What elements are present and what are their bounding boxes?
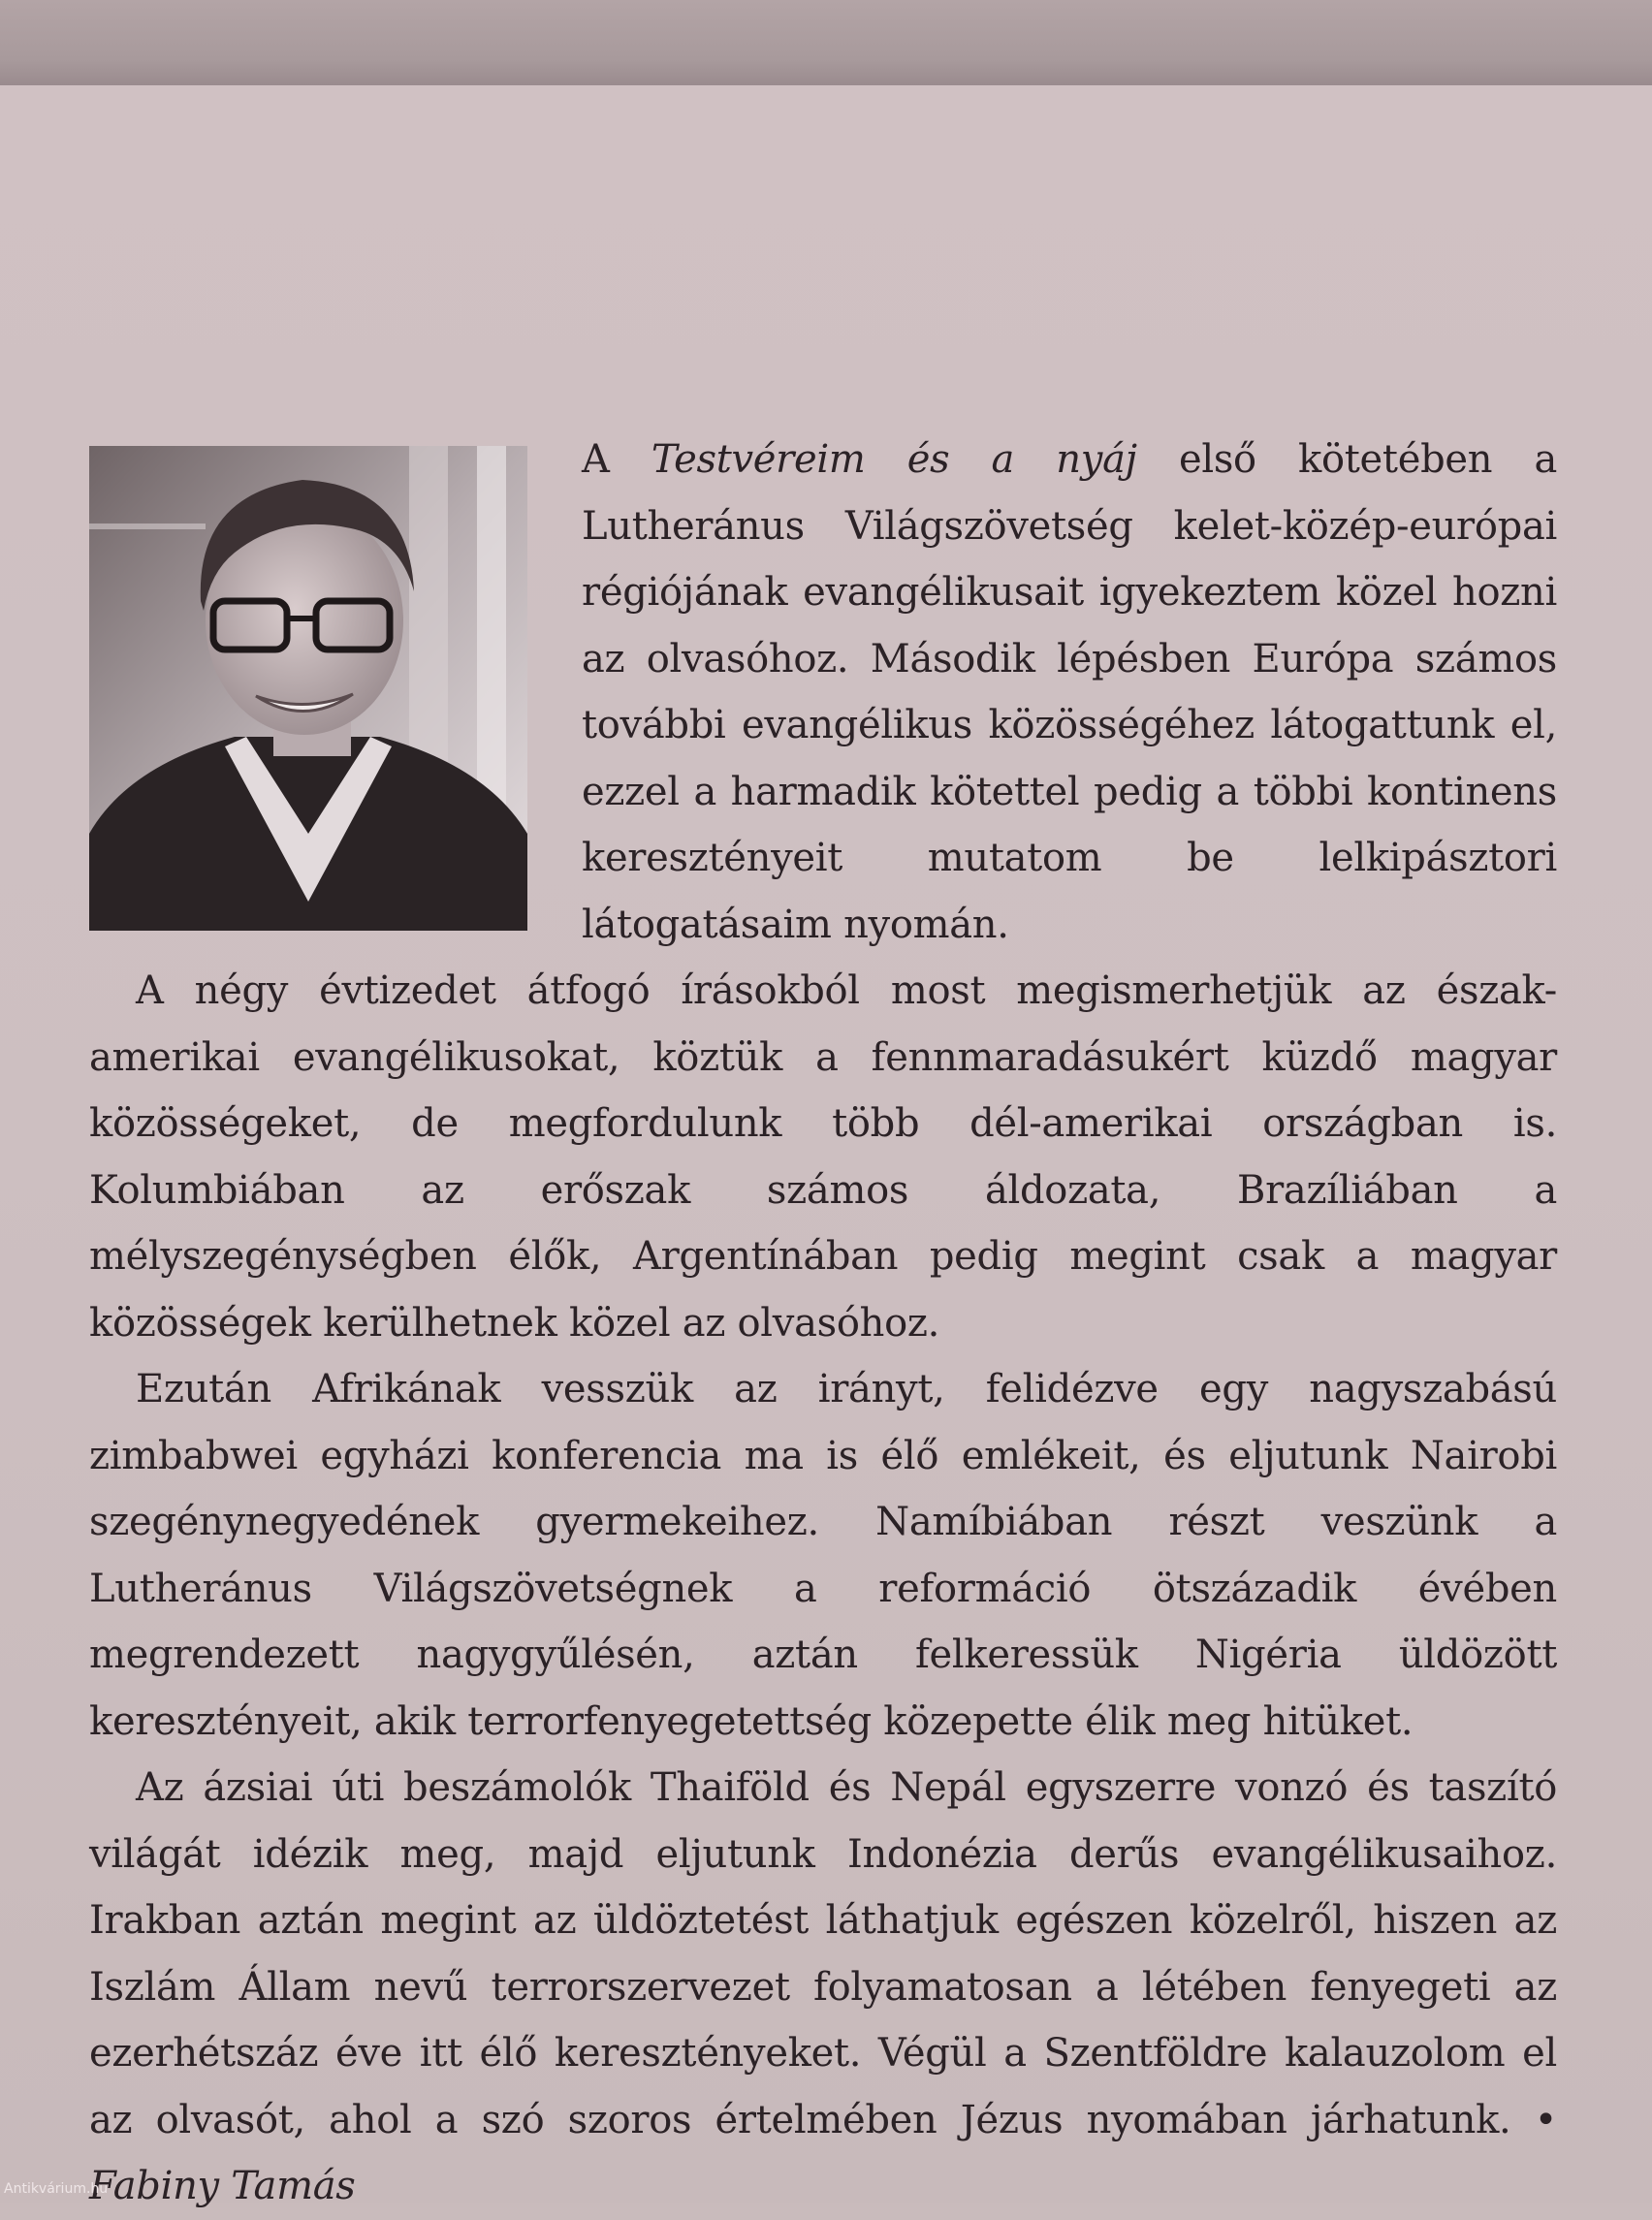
paragraph-1: A Testvéreim és a nyáj első kötetében a Lutheránus Világszövetség kelet-közép-európai régiójának evangélikusait igyekeztem közel hozni az olvasóhoz. Második lépésben Európa számos további evangélikus közösségéhez látogattunk el, ezzel a harmadik kötettel pedig a többi kontinens keresztényeit mutatom be lelkipásztori látogatásaim nyomán.: [582, 437, 1557, 947]
paragraph-3: Ezután Afrikának vesszük az irányt, felidézve egy nagyszabású zimbabwei egyházi konferencia ma is élő emlékeit, és eljutunk Nairobi szegénynegyedének gyermekeihez. Namíbiában részt veszünk a Lutheránus Világszövetségnek a reformáció ötszázadik évében megrendezett nagygyűlésén, aztán felkeressük Nigéria üldözött keresztényeit, akik terrorfenyegetettség közepette élik meg hitüket.: [89, 1367, 1557, 1744]
author-signature: Fabiny Tamás: [89, 2164, 356, 2208]
watermark: Antikvárium.hu: [4, 2181, 109, 2197]
photo-spacer: [89, 427, 582, 931]
blurb-text: [89, 427, 1557, 2220]
background-strip: [0, 0, 1652, 85]
paragraph-4: Az ázsiai úti beszámolók Thaiföld és Nepál egyszerre vonzó és taszító világát idézik meg, majd eljutunk Indonézia derűs evangélikusaihoz. Irakban aztán megint az üldöztetést láthatjuk egészen közelről, hiszen az Iszlám Állam nevű terrorszervezet folyamatosan a létében fenyegeti az ezerhétszáz éve itt élő keresztényeket. Végül a Szentföldre kalauzolom el az olvasót, ahol a szó szoros értelmében Jézus nyomában járhatunk. • Fabiny Tamás: [89, 1765, 1557, 2208]
book-title: Testvéreim és a nyáj: [651, 437, 1137, 482]
paragraph-2: A négy évtizedet átfogó írásokból most megismerhetjük az észak-amerikai evangélikusokat, köztük a fennmaradásukért küzdő magyar közösségeket, de megfordulunk több dél-amerikai országban is. Kolumbiában az erőszak számos áldozata, Brazíliában a mélyszegénységben élők, Argentínában pedig megint csak a magyar közösségek kerülhetnek közel az olvasóhoz.: [89, 968, 1557, 1346]
